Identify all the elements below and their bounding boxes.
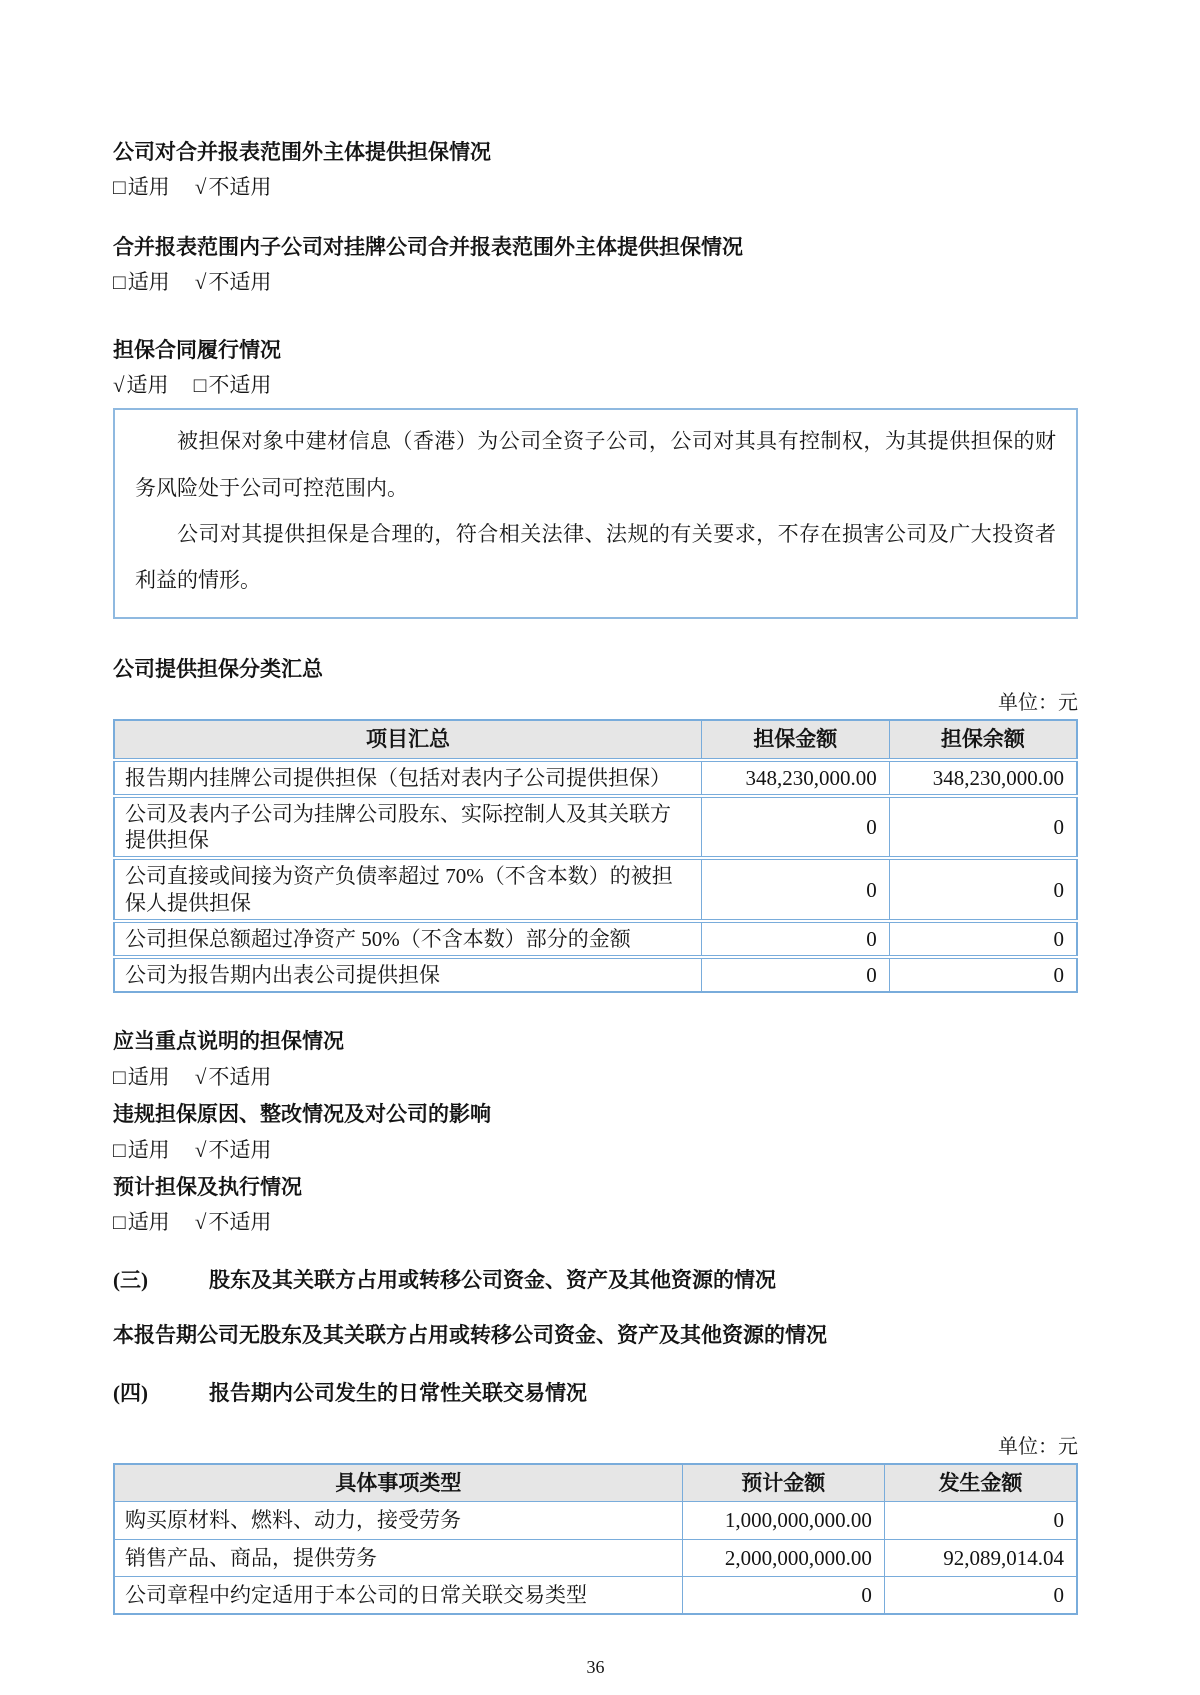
amount-cell: 0 bbox=[889, 957, 1077, 992]
amount-cell: 0 bbox=[701, 858, 889, 921]
guarantee-summary-table bbox=[113, 719, 1078, 993]
checkbox-option bbox=[195, 1065, 272, 1089]
amount-cell: 1,000,000,000.00 bbox=[682, 1502, 884, 1539]
item-cell: 销售产品、商品，提供劳务 bbox=[114, 1539, 682, 1576]
checkbox-option bbox=[195, 1210, 272, 1234]
checkbox-option bbox=[194, 373, 272, 397]
table-row bbox=[114, 1502, 1077, 1539]
section-number: (四) bbox=[113, 1380, 148, 1405]
checkbox-option bbox=[195, 1138, 272, 1162]
table-row bbox=[114, 858, 1077, 921]
page-number: 36 bbox=[586, 1657, 605, 1677]
amount-cell: 0 bbox=[889, 921, 1077, 957]
section-title-text: 报告期内公司发生的日常性关联交易情况 bbox=[209, 1380, 587, 1405]
explanation-paragraph: 公司对其提供担保是合理的，符合相关法律、法规的有关要求，不存在损害公司及广大投资者利益的情形。 bbox=[135, 521, 1056, 592]
item-cell: 公司及表内子公司为挂牌公司股东、实际控制人及其关联方提供担保 bbox=[114, 796, 701, 859]
table-row bbox=[114, 921, 1077, 957]
amount-cell: 348,230,000.00 bbox=[701, 760, 889, 796]
applicability-checkline bbox=[113, 1208, 1078, 1237]
amount-cell: 0 bbox=[884, 1502, 1077, 1539]
checkmark-icon: √ bbox=[194, 175, 207, 200]
section-title-fund-occupation bbox=[113, 1266, 1078, 1295]
section-title-expected-guarantees: 预计担保及执行情况 bbox=[113, 1175, 302, 1200]
table-row bbox=[114, 1576, 1077, 1614]
item-cell: 购买原材料、燃料、动力，接受劳务 bbox=[114, 1502, 682, 1539]
amount-cell: 0 bbox=[701, 921, 889, 957]
table-header-row bbox=[114, 720, 1077, 759]
applicability-checkline bbox=[113, 268, 1078, 297]
applicability-checkline bbox=[113, 173, 1078, 202]
checkmark-icon: √ bbox=[194, 1064, 207, 1089]
checkbox-label: 不适用 bbox=[208, 1064, 272, 1089]
item-cell: 报告期内挂牌公司提供担保（包括对表内子公司提供担保） bbox=[114, 760, 701, 796]
amount-cell: 2,000,000,000.00 bbox=[682, 1539, 884, 1576]
section-title-violation-guarantees: 违规担保原因、整改情况及对公司的影响 bbox=[113, 1102, 491, 1127]
checkmark-icon: √ bbox=[113, 372, 125, 397]
table-row bbox=[114, 796, 1077, 859]
related-transactions-table bbox=[113, 1463, 1078, 1615]
amount-cell: 0 bbox=[701, 796, 889, 859]
item-cell: 公司担保总额超过净资产 50%（不含本数）部分的金额 bbox=[114, 921, 701, 957]
checkbox-unchecked-icon: □ bbox=[193, 372, 207, 397]
checkbox-label: 适用 bbox=[127, 1064, 170, 1089]
unit-label: 单位：元 bbox=[998, 692, 1078, 715]
applicability-checkline bbox=[113, 1136, 1078, 1165]
section-title-contract-performance: 担保合同履行情况 bbox=[113, 337, 281, 362]
checkbox-option bbox=[113, 1210, 170, 1234]
checkmark-icon: √ bbox=[194, 270, 207, 295]
section-title-guarantee-summary: 公司提供担保分类汇总 bbox=[113, 657, 323, 682]
table-row bbox=[114, 1539, 1077, 1576]
table-header-row bbox=[114, 1464, 1077, 1502]
checkbox-option bbox=[195, 270, 272, 294]
amount-cell: 0 bbox=[889, 796, 1077, 859]
checkmark-icon: √ bbox=[194, 1137, 207, 1162]
checkbox-option bbox=[113, 373, 169, 397]
checkbox-option bbox=[113, 175, 170, 199]
table-row bbox=[114, 760, 1077, 796]
column-header: 预计金额 bbox=[682, 1464, 884, 1502]
amount-cell: 348,230,000.00 bbox=[889, 760, 1077, 796]
checkbox-unchecked-icon: □ bbox=[113, 1064, 126, 1089]
table-row bbox=[114, 957, 1077, 992]
checkbox-label: 适用 bbox=[127, 1137, 170, 1162]
guarantee-explanation-box bbox=[113, 408, 1078, 619]
item-cell: 公司章程中约定适用于本公司的日常关联交易类型 bbox=[114, 1576, 682, 1614]
column-header: 担保金额 bbox=[701, 720, 889, 759]
checkbox-label: 适用 bbox=[127, 175, 170, 200]
checkbox-label: 适用 bbox=[126, 372, 169, 397]
checkmark-icon: √ bbox=[194, 1210, 207, 1235]
checkbox-label: 不适用 bbox=[208, 175, 272, 200]
checkbox-unchecked-icon: □ bbox=[113, 270, 126, 295]
checkbox-label: 不适用 bbox=[208, 1137, 272, 1162]
checkbox-option bbox=[113, 270, 170, 294]
checkbox-label: 不适用 bbox=[208, 270, 272, 295]
checkbox-unchecked-icon: □ bbox=[113, 1137, 126, 1162]
item-cell: 公司直接或间接为资产负债率超过 70%（不含本数）的被担保人提供担保 bbox=[114, 858, 701, 921]
section-title-external-guarantee: 公司对合并报表范围外主体提供担保情况 bbox=[113, 140, 491, 164]
section-number: (三) bbox=[113, 1267, 148, 1292]
checkbox-label: 不适用 bbox=[208, 372, 272, 397]
column-header: 发生金额 bbox=[884, 1464, 1077, 1502]
checkbox-unchecked-icon: □ bbox=[113, 1210, 126, 1235]
column-header: 项目汇总 bbox=[114, 720, 701, 759]
checkbox-unchecked-icon: □ bbox=[113, 175, 126, 200]
column-header: 担保余额 bbox=[889, 720, 1077, 759]
section-title-key-guarantees: 应当重点说明的担保情况 bbox=[113, 1029, 344, 1054]
checkbox-option bbox=[113, 1138, 170, 1162]
item-cell: 公司为报告期内出表公司提供担保 bbox=[114, 957, 701, 992]
column-header: 具体事项类型 bbox=[114, 1464, 682, 1502]
amount-cell: 0 bbox=[682, 1576, 884, 1614]
applicability-checkline bbox=[113, 1063, 1078, 1092]
section-title-related-transactions bbox=[113, 1379, 1078, 1408]
explanation-paragraph: 被担保对象中建材信息（香港）为公司全资子公司，公司对其具有控制权，为其提供担保的财务风险处于公司可控范围内。 bbox=[135, 429, 1056, 500]
checkbox-option bbox=[195, 175, 272, 199]
amount-cell: 0 bbox=[884, 1576, 1077, 1614]
amount-cell: 0 bbox=[701, 957, 889, 992]
checkbox-label: 不适用 bbox=[208, 1210, 272, 1235]
section-title-text: 股东及其关联方占用或转移公司资金、资产及其他资源的情况 bbox=[209, 1267, 776, 1292]
amount-cell: 92,089,014.04 bbox=[884, 1539, 1077, 1576]
checkbox-label: 适用 bbox=[127, 270, 170, 295]
amount-cell: 0 bbox=[889, 858, 1077, 921]
checkbox-option bbox=[113, 1065, 170, 1089]
section-title-subsidiary-external-guarantee: 合并报表范围内子公司对挂牌公司合并报表范围外主体提供担保情况 bbox=[113, 234, 743, 259]
unit-label: 单位：元 bbox=[998, 1436, 1078, 1458]
fund-occupation-note: 本报告期公司无股东及其关联方占用或转移公司资金、资产及其他资源的情况 bbox=[113, 1323, 827, 1348]
applicability-checkline bbox=[113, 371, 1078, 400]
checkbox-label: 适用 bbox=[127, 1210, 170, 1235]
